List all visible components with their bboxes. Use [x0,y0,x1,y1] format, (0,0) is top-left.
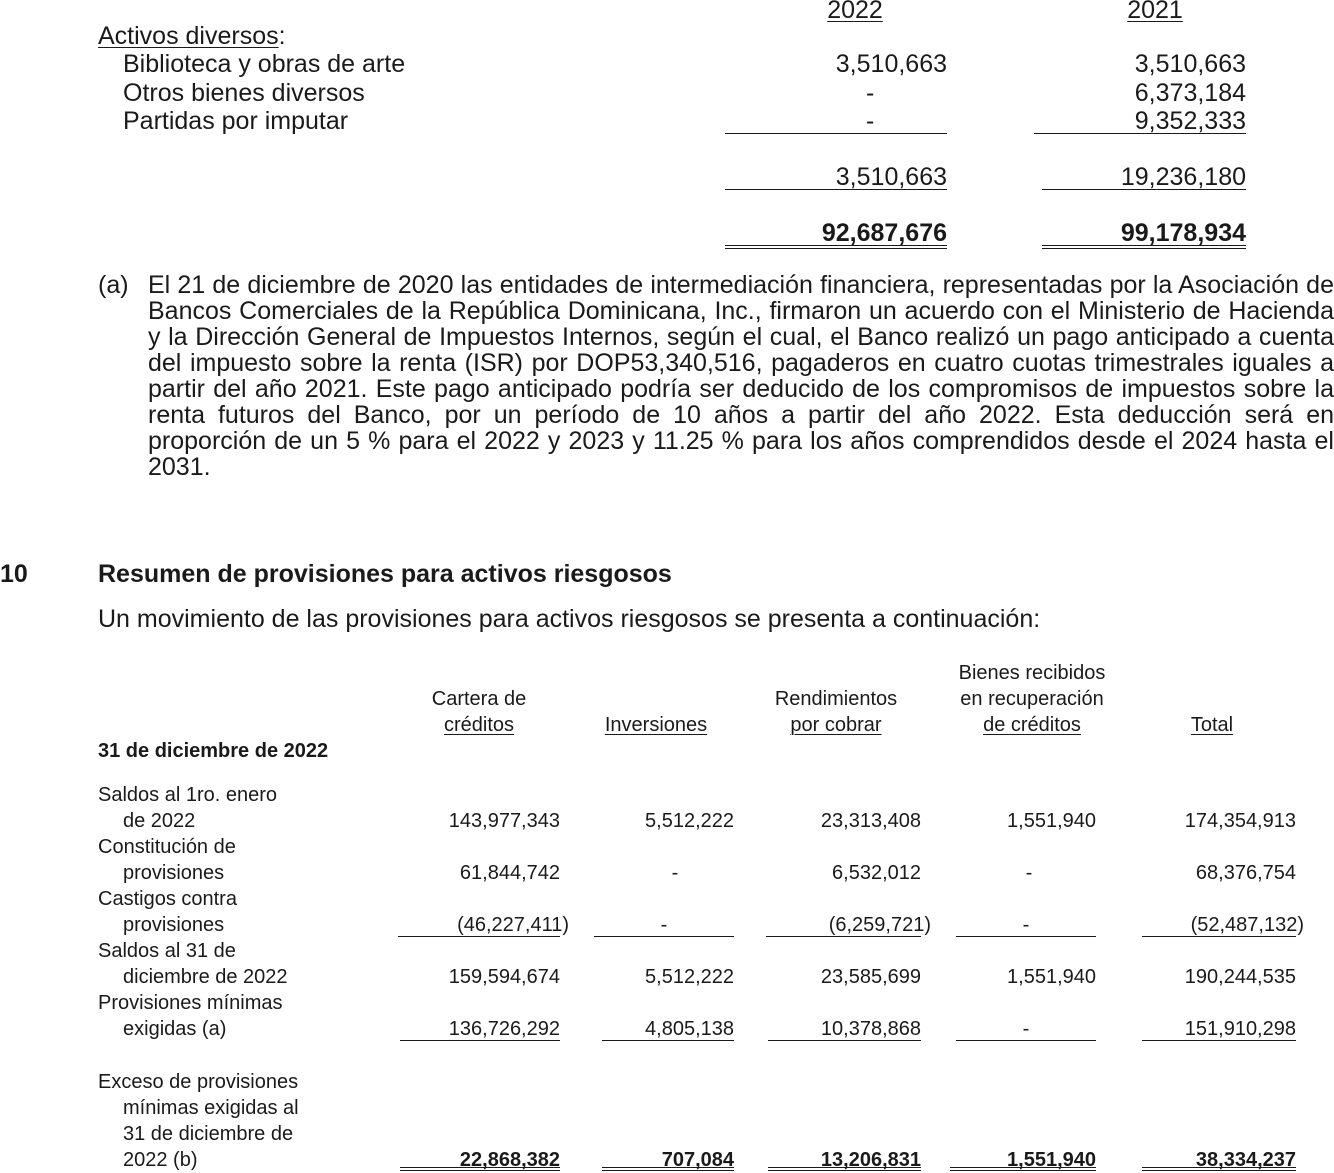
exceso-bienes: 1,551,940 [950,1147,1096,1171]
row-label-line1: Saldos al 1ro. enero [98,784,278,806]
cell-rendimientos: (6,259,721) [828,914,931,936]
cell-total: 174,354,913 [1184,810,1296,832]
section-title: Resumen de provisiones para activos riesgosos [98,560,672,588]
col-header-inversiones: Inversiones [604,714,708,736]
cell-bienes: - [956,1016,1096,1041]
cell-rendimientos: 23,313,408 [820,810,921,832]
col-header-cartera-line1: Cartera de [431,688,527,710]
cell-cartera: 159,594,674 [448,966,560,988]
row-label-line1: Saldos al 31 de [98,940,236,962]
cell-total: (52,487,132) [1190,914,1304,936]
cell-inversiones: 5,512,222 [645,966,734,988]
row-label-line2: provisiones [123,862,225,884]
cell-total: 151,910,298 [1142,1016,1296,1041]
row-label-line2: de 2022 [123,810,196,832]
row-label-line1: Castigos contra [98,888,237,910]
exceso-label-line3: 31 de diciembre de [123,1123,294,1145]
year-2022-header: 2022 [827,0,883,24]
cell-bienes: - [1025,862,1033,884]
cell-rendimientos: 10,378,868 [768,1016,921,1041]
cell-total: 190,244,535 [1184,966,1296,988]
section-intro: Un movimiento de las provisiones para activos riesgosos se presenta a continuación: [98,605,1041,633]
row-value-2021: 3,510,663 [1134,50,1246,78]
section-number: 10 [0,560,28,588]
row-label-line2: exigidas (a) [123,1018,227,1040]
cell-bienes: 1,551,940 [1007,810,1096,832]
activos-diversos-heading: Activos diversos: [98,22,286,50]
cell-total: 68,376,754 [1195,862,1296,884]
cell-rendimientos: 6,532,012 [832,862,921,884]
exceso-label-line1: Exceso de provisiones [98,1071,299,1093]
cell-cartera: 143,977,343 [448,810,560,832]
exceso-inversiones: 707,084 [602,1147,734,1171]
exceso-total: 38,334,237 [1142,1147,1296,1171]
exceso-cartera: 22,868,382 [400,1147,560,1171]
col-header-cartera-line2: créditos [443,714,515,736]
row-label-line1: Provisiones mínimas [98,992,283,1014]
cell-bienes: - [956,912,1096,937]
col-header-rendimientos-line2: por cobrar [790,714,882,736]
row-value-2022: 3,510,663 [835,50,947,78]
row-value-2021: 6,373,184 [1134,79,1246,107]
row-label-line2: diciembre de 2022 [123,966,288,988]
cell-inversiones: 4,805,138 [602,1016,734,1041]
cell-cartera: 136,726,292 [400,1016,560,1041]
row-label: Partidas por imputar [123,107,349,135]
exceso-label-line2: mínimas exigidas al [123,1097,299,1119]
col-header-total: Total [1190,714,1234,736]
row-value-2021-underlined: 9,352,333 [1034,107,1246,134]
year-2021-header: 2021 [1127,0,1183,24]
row-label: Otros bienes diversos [123,79,365,107]
cell-bienes: 1,551,940 [1007,966,1096,988]
total-2021: 99,178,934 [1042,219,1246,249]
subtotal-2022: 3,510,663 [725,163,947,190]
row-label-line2: provisiones [123,914,225,936]
cell-cartera: 61,844,742 [459,862,560,884]
col-header-rendimientos-line1: Rendimientos [774,688,898,710]
row-value-2022: - [866,79,875,107]
cell-rendimientos: 23,585,699 [820,966,921,988]
cell-inversiones: - [594,912,734,937]
row-label: Biblioteca y obras de arte [123,50,406,78]
row-label-line1: Constitución de [98,836,236,858]
cell-inversiones: - [671,862,679,884]
subtotal-2021: 19,236,180 [1042,163,1246,190]
period-label: 31 de diciembre de 2022 [98,740,329,762]
col-header-bienes-line1: Bienes recibidos [958,662,1106,684]
note-a-marker: (a) [98,271,129,299]
exceso-label-line4: 2022 (b) [123,1149,198,1171]
cell-inversiones: 5,512,222 [645,810,734,832]
col-header-bienes-line2: en recuperación [960,688,1104,710]
exceso-rendimientos: 13,206,831 [768,1147,921,1171]
cell-cartera: (46,227,411) [457,914,569,936]
col-header-bienes-line3: de créditos [983,714,1081,736]
note-a-paragraph: El 21 de diciembre de 2020 las entidades de intermediación financiera, representadas por la Asociación de Bancos Comerciales de la República Dominicana, Inc., firmaron un acuerdo con el Ministerio de Hacienda y la Dirección General de Impuestos Internos, según el cual, el Banco realizó un pago anticipado a cuenta del impuesto sobre la renta (ISR) por DOP53,340,516, pagaderos en cuatro cuotas trimestrales iguales a partir del año 2021. Este pago anticipado podría ser deducido de los compromisos de impuestos sobre la renta futuros del Banco, por un período de 10 años a partir del año 2022. Esta deducción será en proporción de un 5 % para el 2022 y 2023 y 11.25 % para los años comprendidos desde el 2024 hasta el 2031. [148,271,1334,481]
total-2022: 92,687,676 [725,219,947,249]
row-value-2022-underlined: - [725,107,947,134]
